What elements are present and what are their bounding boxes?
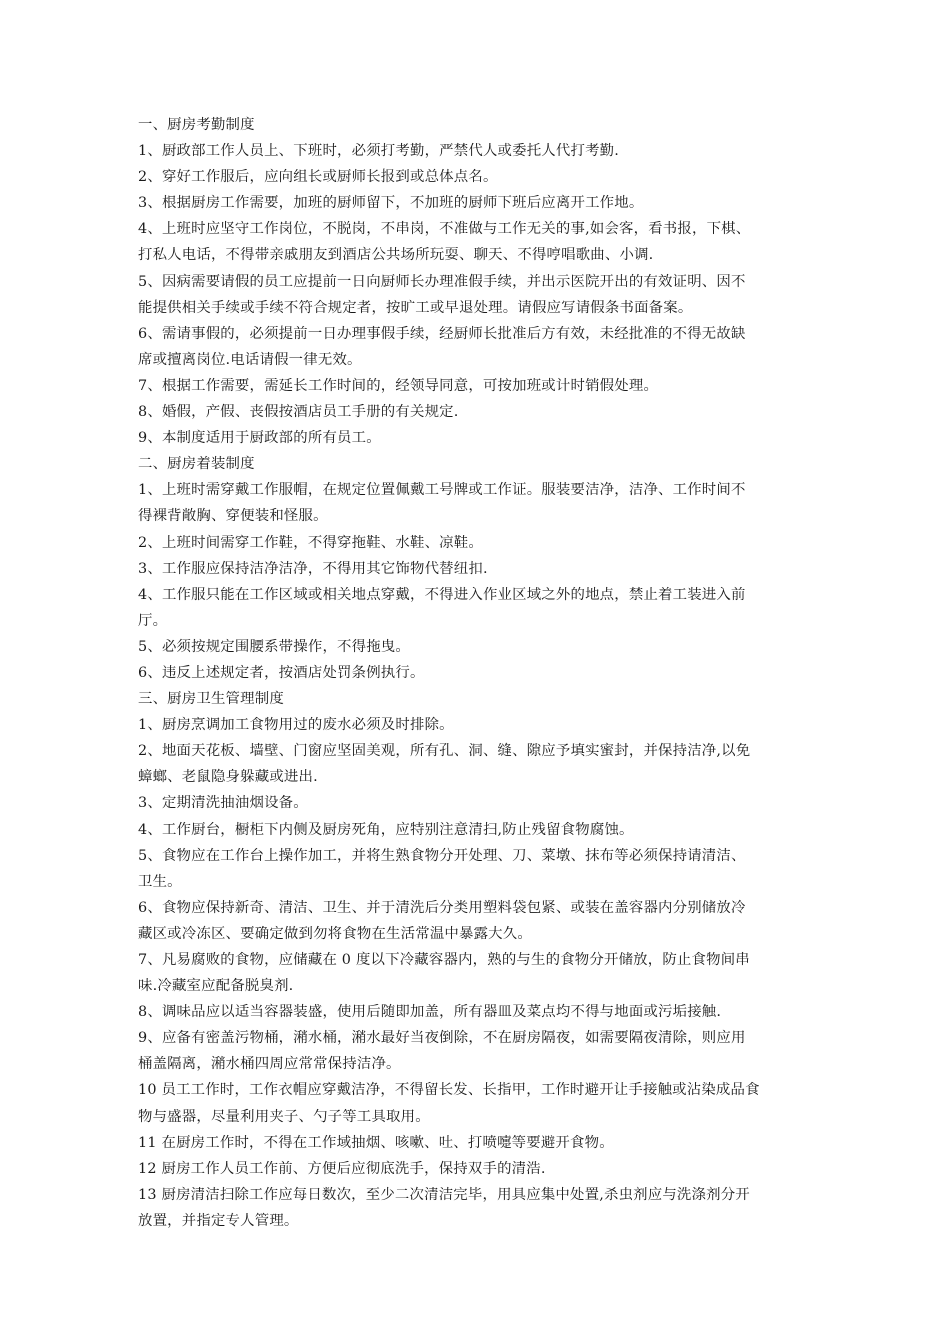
hygiene-rule-13-line-1: 13 厨房清洁扫除工作应每日数次，至少二次清洁完毕，用具应集中处置,杀虫剂应与洗涤剂分开: [138, 1186, 750, 1203]
hygiene-rule-9-line-2: 桶盖隔离，潲水桶四周应常常保持洁净。: [138, 1056, 401, 1073]
hygiene-rule-7-line-2: 味.冷藏室应配备脱臭剂.: [138, 978, 294, 995]
section-heading-dress: 二、厨房着装制度: [138, 456, 255, 473]
hygiene-rule-11: 11 在厨房工作时，不得在工作域抽烟、咳嗽、吐、打喷嚏等要避开食物。: [138, 1134, 614, 1151]
hygiene-rule-8: 8、调味品应以适当容器装盛，使用后随即加盖，所有器皿及菜点均不得与地面或污垢接触.: [138, 1004, 722, 1021]
attendance-rule-8: 8、婚假，产假、丧假按酒店员工手册的有关规定.: [138, 404, 459, 421]
dress-rule-4-line-2: 厅。: [138, 612, 168, 629]
hygiene-rule-12: 12 厨房工作人员工作前、方便后应彻底洗手，保持双手的清浩.: [138, 1160, 546, 1177]
dress-rule-1-line-2: 得裸背敞胸、穿便装和怪服。: [138, 508, 328, 525]
attendance-rule-2: 2、穿好工作服后，应向组长或厨师长报到或总体点名。: [138, 169, 498, 186]
attendance-rule-7: 7、根据工作需要，需延长工作时间的，经领导同意，可按加班或计时销假处理。: [138, 377, 659, 394]
attendance-rule-6-line-1: 6、需请事假的，必须提前一日办理事假手续，经厨师长批准后方有效，未经批准的不得无故缺: [138, 325, 746, 342]
hygiene-rule-2-line-1: 2、地面天花板、墙壁、门窗应坚固美观，所有孔、洞、缝、隙应予填实蜜封，并保持洁净,以免: [138, 743, 751, 760]
attendance-rule-5-line-2: 能提供相关手续或手续不符合规定者，按旷工或早退处理。请假应写请假条书面备案。: [138, 299, 693, 316]
document-body: [138, 112, 826, 1234]
attendance-rule-6-line-2: 席或擅离岗位.电话请假一律无效。: [138, 351, 362, 368]
hygiene-rule-10-line-1: 10 员工工作时，工作衣帽应穿戴洁净，不得留长发、长指甲，工作时避开让手接触或沾染成品食: [138, 1082, 760, 1099]
hygiene-rule-13-line-2: 放置，并指定专人管理。: [138, 1212, 299, 1229]
hygiene-rule-9-line-1: 9、应备有密盖污物桶，潲水桶，潲水最好当夜倒除，不在厨房隔夜，如需要隔夜清除，则应用: [138, 1030, 746, 1047]
section-heading-attendance: 一、厨房考勤制度: [138, 117, 255, 133]
hygiene-rule-4: 4、工作厨台，橱柜下内侧及厨房死角，应特别注意清扫,防止残留食物腐蚀。: [138, 821, 634, 838]
dress-rule-4-line-1: 4、工作服只能在工作区域或相关地点穿戴，不得进入作业区域之外的地点，禁止着工装进入前: [138, 586, 746, 603]
hygiene-rule-7-line-1: 7、凡易腐败的食物，应储藏在 0 度以下冷藏容器内，熟的与生的食物分开储放，防止食物间串: [138, 952, 750, 968]
dress-rule-3: 3、工作服应保持洁净洁净，不得用其它饰物代替纽扣.: [138, 560, 488, 577]
attendance-rule-5-line-1: 5、因病需要请假的员工应提前一日向厨师长办理准假手续，并出示医院开出的有效证明、因不: [138, 273, 746, 290]
hygiene-rule-6-line-2: 藏区或冷冻区、要确定做到勿将食物在生活常温中暴露大久。: [138, 925, 532, 942]
hygiene-rule-3: 3、定期清洗抽油烟设备。: [138, 795, 308, 812]
hygiene-rule-10-line-2: 物与盛器，尽量利用夹子、勺子等工具取用。: [138, 1108, 430, 1125]
dress-rule-1-line-1: 1、上班时需穿戴工作服帽，在规定位置佩戴工号牌或工作证。服装要洁净，洁净、工作时间不: [138, 482, 746, 499]
hygiene-rule-6-line-1: 6、食物应保持新奇、清洁、卫生、并于清洗后分类用塑料袋包紧、或装在盖容器内分别储放冷: [138, 899, 746, 916]
attendance-rule-4-line-2: 打私人电话，不得带亲戚朋友到酒店公共场所玩耍、聊天、不得哼唱歌曲、小调.: [138, 247, 654, 264]
attendance-rule-4-line-1: 4、上班时应坚守工作岗位，不脱岗，不串岗，不准做与工作无关的事,如会客，看书报，下棋、: [138, 221, 751, 238]
hygiene-rule-5-line-2: 卫生。: [138, 873, 182, 890]
hygiene-rule-5-line-1: 5、食物应在工作台上操作加工，并将生熟食物分开处理、刀、菜墩、抹布等必须保持请清洁、: [138, 847, 746, 864]
section-heading-hygiene: 三、厨房卫生管理制度: [138, 691, 284, 708]
dress-rule-5: 5、必须按规定围腰系带操作，不得拖曳。: [138, 638, 410, 655]
dress-rule-2: 2、上班时间需穿工作鞋，不得穿拖鞋、水鞋、凉鞋。: [138, 534, 483, 551]
hygiene-rule-1: 1、厨房烹调加工食物用过的废水必须及时排除。: [138, 717, 454, 734]
attendance-rule-9: 9、本制度适用于厨政部的所有员工。: [138, 430, 381, 447]
dress-rule-6: 6、违反上述规定者，按酒店处罚条例执行。: [138, 664, 425, 681]
attendance-rule-3: 3、根据厨房工作需要，加班的厨师留下，不加班的厨师下班后应离开工作地。: [138, 195, 644, 212]
hygiene-rule-2-line-2: 蟑螂、老鼠隐身躲藏或进出.: [138, 769, 318, 786]
attendance-rule-1: 1、厨政部工作人员上、下班时，必须打考勤，严禁代人或委托人代打考勤.: [138, 143, 620, 160]
